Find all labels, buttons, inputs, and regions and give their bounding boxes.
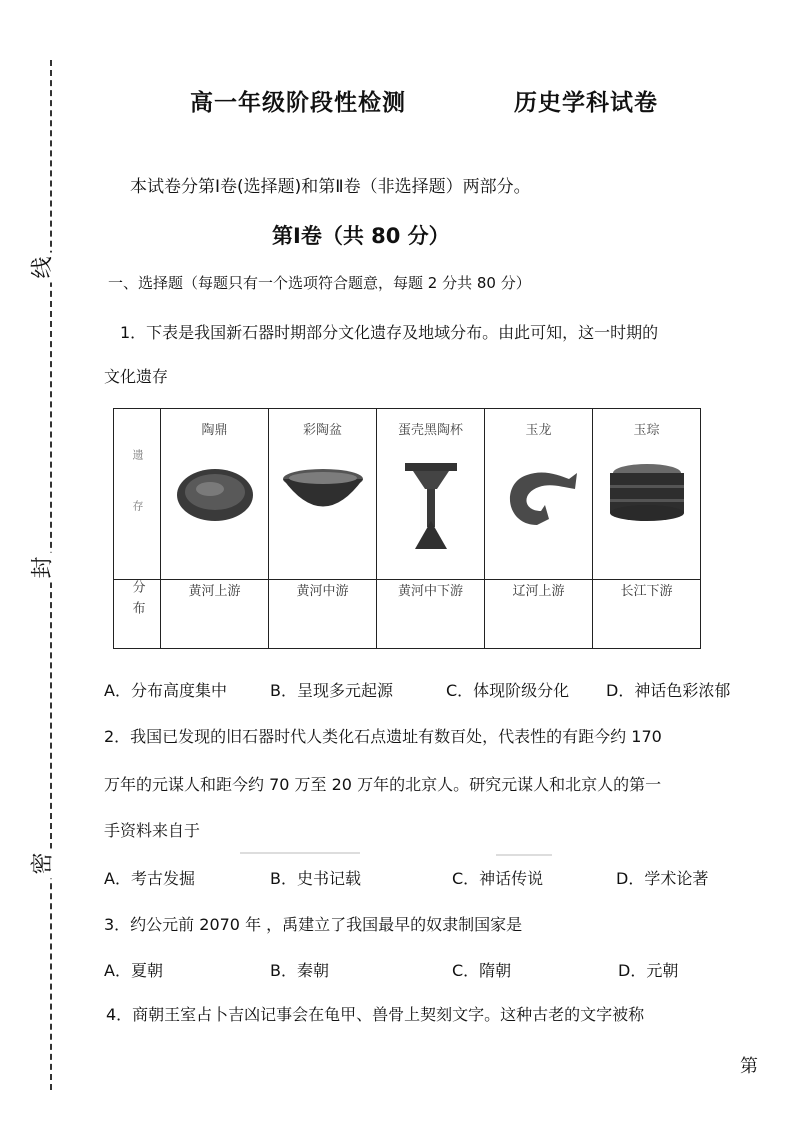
question-3-option-b: B．秦朝 xyxy=(270,961,329,980)
question-2-option-d: D．学术论著 xyxy=(616,869,709,888)
relic-name-basin: 彩陶盆 xyxy=(302,423,342,438)
relic-name-jade-cong: 玉琮 xyxy=(633,423,660,438)
region-cell-2: 黄河中游 xyxy=(269,580,377,649)
region-cell-3: 黄河中下游 xyxy=(377,580,485,649)
binding-label-secret: 密 xyxy=(26,849,57,879)
eggshell-black-pottery-cup-image xyxy=(401,459,461,555)
relic-name-cup: 蛋壳黑陶杯 xyxy=(397,423,463,438)
region-cell-5: 长江下游 xyxy=(593,580,701,649)
scan-smudge xyxy=(240,852,360,854)
question-2-line-1: 2．我国已发现的旧石器时代人类化石点遗址有数百处，代表性的有距今约 170 xyxy=(104,727,662,746)
scan-smudge xyxy=(496,854,552,856)
exam-title-right: 历史学科试卷 xyxy=(514,90,658,116)
question-3-line-1: 3．约公元前 2070 年 ，禹建立了我国最早的奴隶制国家是 xyxy=(104,915,523,934)
question-3-option-c: C．隋朝 xyxy=(452,961,512,980)
page-number-mark: 第 xyxy=(740,1056,758,1077)
region-cell-1: 黄河上游 xyxy=(161,580,269,649)
painted-pottery-basin-image xyxy=(278,459,368,525)
relic-name-ding: 陶鼎 xyxy=(201,423,228,438)
binding-label-line: 线 xyxy=(26,253,57,283)
question-3-option-a: A．夏朝 xyxy=(104,961,163,980)
relics-table-row-distribution xyxy=(114,580,701,649)
question-1-option-c: C．体现阶级分化 xyxy=(446,681,570,700)
jade-cong-image xyxy=(602,459,692,523)
pottery-ding-image xyxy=(170,459,260,525)
part-title: 第Ⅰ卷（共 80 分） xyxy=(272,224,450,248)
relics-table xyxy=(113,408,701,649)
question-2-line-3: 手资料来自于 xyxy=(104,821,201,840)
relic-cell-basin xyxy=(269,409,377,580)
question-4-line-1: 4．商朝王室占卜吉凶记事会在龟甲、兽骨上契刻文字。这种古老的文字被称 xyxy=(106,1005,645,1024)
question-2-option-a: A．考古发掘 xyxy=(104,869,195,888)
relic-name-jade-dragon: 玉龙 xyxy=(525,423,552,438)
question-3-option-d: D．元朝 xyxy=(618,961,679,980)
question-1-option-d: D．神话色彩浓郁 xyxy=(606,681,731,700)
region-cell-4: 辽河上游 xyxy=(485,580,593,649)
question-2-option-b: B．史书记载 xyxy=(270,869,361,888)
question-1-option-b: B．呈现多元起源 xyxy=(270,681,393,700)
relic-cell-cup xyxy=(377,409,485,580)
question-1-option-a: A．分布高度集中 xyxy=(104,681,227,700)
question-1-line-2: 文化遗存 xyxy=(104,367,169,386)
row-head-distribution: 分布 xyxy=(114,580,161,649)
question-2-option-c: C．神话传说 xyxy=(452,869,544,888)
question-2-line-2: 万年的元谋人和距今约 70 万至 20 万年的北京人。研究元谋人和北京人的第一 xyxy=(104,775,662,794)
row-head-relics: 遗存 xyxy=(114,409,161,580)
binding-label-seal: 封 xyxy=(26,553,57,583)
relic-cell-ding xyxy=(161,409,269,580)
relic-cell-jade-cong xyxy=(593,409,701,580)
relics-table-row-relics xyxy=(114,409,701,580)
jade-dragon-image xyxy=(497,459,581,529)
section-heading: 一、选择题（每题只有一个选项符合题意，每题 2 分共 80 分） xyxy=(108,274,531,292)
exam-intro: 本试卷分第Ⅰ卷(选择题)和第Ⅱ卷（非选择题）两部分。 xyxy=(130,177,531,197)
question-1-line-1: 1．下表是我国新石器时期部分文化遗存及地域分布。由此可知，这一时期的 xyxy=(120,323,659,342)
exam-title-left: 高一年级阶段性检测 xyxy=(190,90,406,116)
relic-cell-jade-dragon xyxy=(485,409,593,580)
